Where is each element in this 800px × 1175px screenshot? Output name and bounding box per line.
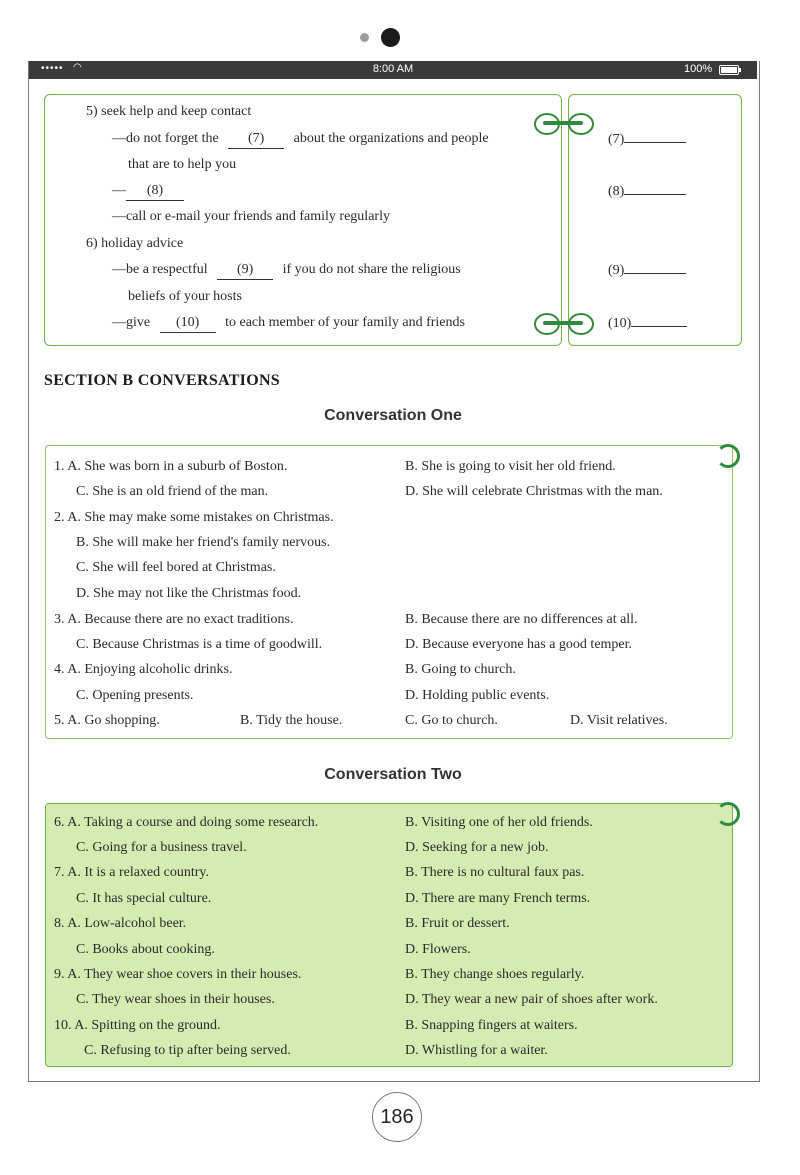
blank-7: (7) — [228, 130, 284, 149]
binder-ring-icon — [534, 113, 560, 135]
blank-9: (9) — [217, 261, 273, 280]
option-text: C. They wear shoes in their houses. — [76, 992, 275, 1007]
option-text: 10. A. Spitting on the ground. — [54, 1018, 221, 1033]
option-text: C. She is an old friend of the man. — [76, 484, 269, 499]
wifi-icon: ◠ — [73, 62, 82, 73]
option-text: C. Refusing to tip after being served. — [84, 1043, 291, 1058]
option-text: B. There is no cultural faux pas. — [405, 865, 585, 880]
option-text: C. Because Christmas is a time of goodwill. — [76, 637, 323, 652]
notes-line: beliefs of your hosts — [128, 289, 242, 304]
blank-10: (10) — [160, 314, 216, 333]
answer-line[interactable]: (9) — [608, 261, 686, 280]
option-text: 2. A. She may make some mistakes on Christmas. — [54, 510, 334, 525]
binder-ring-icon — [534, 313, 560, 335]
option-text: C. Books about cooking. — [76, 942, 215, 957]
option-text: D. Because everyone has a good temper. — [405, 637, 633, 652]
curl-icon — [716, 444, 740, 468]
binder-ring-icon — [568, 313, 594, 335]
option-text: B. Going to church. — [405, 662, 516, 677]
blank-8: (8) — [126, 182, 184, 201]
option-text: 3. A. Because there are no exact traditions. — [54, 612, 294, 627]
option-text: B. Tidy the house. — [240, 713, 343, 728]
status-time: 8:00 AM — [372, 63, 414, 75]
option-text: C. Going for a business travel. — [76, 840, 247, 855]
notes-item-heading: 5) seek help and keep contact — [86, 104, 252, 119]
conversation-two-title: Conversation Two — [324, 766, 462, 783]
option-text: 4. A. Enjoying alcoholic drinks. — [54, 662, 233, 677]
binder-ring-icon — [568, 113, 594, 135]
notes-line: that are to help you — [128, 157, 237, 172]
notes-item-heading: 6) holiday advice — [86, 236, 184, 251]
option-text: B. Fruit or dessert. — [405, 916, 510, 931]
conversation-one-title: Conversation One — [324, 407, 462, 424]
status-bar — [29, 61, 757, 79]
option-text: 6. A. Taking a course and doing some research. — [54, 815, 319, 830]
option-text: D. Seeking for a new job. — [405, 840, 549, 855]
option-text: 9. A. They wear shoe covers in their houses. — [54, 967, 302, 982]
option-text: D. There are many French terms. — [405, 891, 591, 906]
notes-line: —give (10) to each member of your family and friends — [112, 314, 465, 333]
page-number: 186 — [372, 1092, 422, 1142]
option-text: B. Because there are no differences at all. — [405, 612, 638, 627]
option-text: B. Visiting one of her old friends. — [405, 815, 593, 830]
camera-dot-small — [360, 33, 369, 42]
signal-icon: ••••• — [41, 63, 64, 74]
option-text: 8. A. Low-alcohol beer. — [54, 916, 187, 931]
notes-line: — (8) — [112, 182, 184, 201]
curl-icon — [716, 802, 740, 826]
option-text: 5. A. Go shopping. — [54, 713, 160, 728]
option-text: C. She will feel bored at Christmas. — [76, 560, 276, 575]
option-text: C. Opening presents. — [76, 688, 194, 703]
camera-dot — [381, 28, 400, 47]
option-text: 1. A. She was born in a suburb of Boston. — [54, 459, 288, 474]
option-text: C. It has special culture. — [76, 891, 212, 906]
option-text: B. Snapping fingers at waiters. — [405, 1018, 578, 1033]
answer-line[interactable]: (7) — [608, 130, 686, 149]
answer-line[interactable]: (10) — [608, 314, 687, 333]
battery-icon — [719, 65, 739, 75]
notes-line: —do not forget the (7) about the organizations and people — [112, 130, 489, 149]
option-text: C. Go to church. — [405, 713, 498, 728]
option-text: D. Holding public events. — [405, 688, 550, 703]
option-text: D. She may not like the Christmas food. — [76, 586, 302, 601]
option-text: D. Whistling for a waiter. — [405, 1043, 548, 1058]
option-text: D. She will celebrate Christmas with the man. — [405, 484, 663, 499]
option-text: D. They wear a new pair of shoes after work. — [405, 992, 658, 1007]
battery-percent: 100% — [684, 63, 713, 75]
battery-tip — [739, 68, 741, 72]
option-text: D. Flowers. — [405, 942, 471, 957]
option-text: B. She is going to visit her old friend. — [405, 459, 616, 474]
notes-line: —call or e-mail your friends and family regularly — [112, 209, 390, 224]
option-text: B. They change shoes regularly. — [405, 967, 585, 982]
option-text: B. She will make her friend's family nervous. — [76, 535, 331, 550]
notes-line: —be a respectful (9) if you do not share the religious — [112, 261, 461, 280]
section-title: SECTION B CONVERSATIONS — [44, 372, 280, 389]
option-text: D. Visit relatives. — [570, 713, 668, 728]
answer-line[interactable]: (8) — [608, 182, 686, 201]
option-text: 7. A. It is a relaxed country. — [54, 865, 209, 880]
